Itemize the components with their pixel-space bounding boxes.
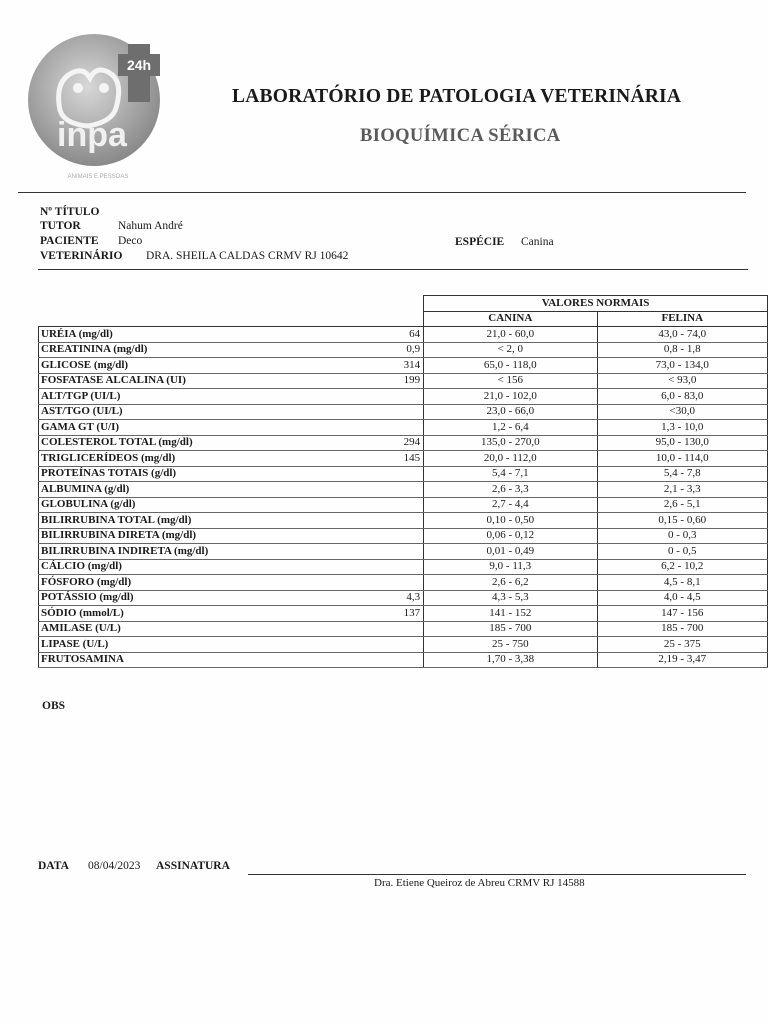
logo-tagline: ANIMAIS E PESSOAS [67, 174, 129, 180]
felina-range: 4,0 - 4,5 [597, 590, 767, 606]
canina-header: CANINA [424, 311, 597, 327]
veterinario-label: VETERINÁRIO [40, 250, 123, 262]
exam-result: 64 [400, 327, 423, 343]
table-row [39, 575, 768, 591]
canina-range: 20,0 - 112,0 [424, 451, 597, 467]
table-row [39, 482, 768, 498]
canina-range: < 156 [424, 373, 597, 389]
canina-range: 1,70 - 3,38 [424, 652, 597, 668]
canina-range: 21,0 - 60,0 [424, 327, 597, 343]
table-row [39, 621, 768, 637]
data-label: DATA [38, 860, 69, 872]
exam-name: LIPASE (U/L) [39, 637, 401, 653]
felina-range: 2,19 - 3,47 [597, 652, 767, 668]
felina-range: 10,0 - 114,0 [597, 451, 767, 467]
table-row [39, 435, 768, 451]
exam-result [400, 637, 423, 653]
felina-header: FELINA [597, 311, 767, 327]
exam-result: 4,3 [400, 590, 423, 606]
exam-name: POTÁSSIO (mg/dl) [39, 590, 401, 606]
lab-logo [20, 22, 180, 182]
table-row [39, 389, 768, 405]
exam-result: 199 [400, 373, 423, 389]
info-divider [38, 269, 748, 270]
canina-range: 2,7 - 4,4 [424, 497, 597, 513]
logo-brand: inpa [57, 116, 127, 154]
canina-range: 65,0 - 118,0 [424, 358, 597, 374]
exam-name: FÓSFORO (mg/dl) [39, 575, 401, 591]
exam-result [400, 513, 423, 529]
signature-line [248, 874, 746, 875]
table-row [39, 373, 768, 389]
exam-result [400, 621, 423, 637]
felina-range: 95,0 - 130,0 [597, 435, 767, 451]
obs-label: OBS [42, 700, 66, 712]
especie-label: ESPÉCIE [455, 236, 505, 248]
table-row [39, 606, 768, 622]
tutor-value: Nahum André [118, 220, 183, 232]
felina-range: 6,0 - 83,0 [597, 389, 767, 405]
table-row [39, 513, 768, 529]
table-row [39, 590, 768, 606]
exam-name: ALT/TGP (UI/L) [39, 389, 401, 405]
table-header-columns [39, 311, 768, 327]
exam-name: AMILASE (U/L) [39, 621, 401, 637]
table-row [39, 466, 768, 482]
exam-name: CREATININA (mg/dl) [39, 342, 401, 358]
exam-result [400, 497, 423, 513]
canina-range: 185 - 700 [424, 621, 597, 637]
exam-name: SÓDIO (mmol/L) [39, 606, 401, 622]
exam-name: COLESTEROL TOTAL (mg/dl) [39, 435, 401, 451]
table-row [39, 404, 768, 420]
exam-name: PROTEÍNAS TOTAIS (g/dl) [39, 466, 401, 482]
assinatura-label: ASSINATURA [156, 860, 230, 872]
canina-range: 5,4 - 7,1 [424, 466, 597, 482]
felina-range: 1,3 - 10,0 [597, 420, 767, 436]
table-row [39, 637, 768, 653]
canina-range: 9,0 - 11,3 [424, 559, 597, 575]
exam-result [400, 652, 423, 668]
felina-range: 0 - 0,3 [597, 528, 767, 544]
exam-result [400, 482, 423, 498]
felina-range: 185 - 700 [597, 621, 767, 637]
exam-name: AST/TGO (UI/L) [39, 404, 401, 420]
table-row [39, 358, 768, 374]
felina-range: 0,15 - 0,60 [597, 513, 767, 529]
exam-title: BIOQUÍMICA SÉRICA [360, 126, 561, 146]
valores-normais-header: VALORES NORMAIS [424, 296, 768, 312]
veterinario-value: DRA. SHEILA CALDAS CRMV RJ 10642 [146, 250, 349, 262]
exam-result [400, 420, 423, 436]
table-row [39, 528, 768, 544]
table-row [39, 327, 768, 343]
exam-name: GAMA GT (U/I) [39, 420, 401, 436]
felina-range: 2,1 - 3,3 [597, 482, 767, 498]
exam-result [400, 404, 423, 420]
table-header-group [39, 296, 768, 312]
tutor-label: TUTOR [40, 220, 81, 232]
canina-range: 0,06 - 0,12 [424, 528, 597, 544]
exam-name: TRIGLICERÍDEOS (mg/dl) [39, 451, 401, 467]
felina-range: 43,0 - 74,0 [597, 327, 767, 343]
exam-name: FRUTOSAMINA [39, 652, 401, 668]
canina-range: 2,6 - 6,2 [424, 575, 597, 591]
exam-result: 314 [400, 358, 423, 374]
exam-name: BILIRRUBINA DIRETA (mg/dl) [39, 528, 401, 544]
exam-name: GLICOSE (mg/dl) [39, 358, 401, 374]
logo-graphic [20, 22, 180, 182]
felina-range: < 93,0 [597, 373, 767, 389]
felina-range: 147 - 156 [597, 606, 767, 622]
table-row [39, 497, 768, 513]
table-row [39, 451, 768, 467]
exam-name: GLOBULINA (g/dl) [39, 497, 401, 513]
canina-range: 23,0 - 66,0 [424, 404, 597, 420]
canina-range: 141 - 152 [424, 606, 597, 622]
felina-range: 0 - 0,5 [597, 544, 767, 560]
canina-range: 25 - 750 [424, 637, 597, 653]
exam-name: CÁLCIO (mg/dl) [39, 559, 401, 575]
felina-range: 25 - 375 [597, 637, 767, 653]
felina-range: 6,2 - 10,2 [597, 559, 767, 575]
felina-range: <30,0 [597, 404, 767, 420]
table-row [39, 342, 768, 358]
canina-range: 2,6 - 3,3 [424, 482, 597, 498]
table-row [39, 652, 768, 668]
exam-name: URÉIA (mg/dl) [39, 327, 401, 343]
exam-result: 145 [400, 451, 423, 467]
felina-range: 0,8 - 1,8 [597, 342, 767, 358]
felina-range: 73,0 - 134,0 [597, 358, 767, 374]
canina-range: 1,2 - 6,4 [424, 420, 597, 436]
canina-range: 21,0 - 102,0 [424, 389, 597, 405]
exam-result [400, 559, 423, 575]
felina-range: 4,5 - 8,1 [597, 575, 767, 591]
exam-table [38, 295, 768, 668]
exam-name: BILIRRUBINA INDIRETA (mg/dl) [39, 544, 401, 560]
exam-result [400, 528, 423, 544]
paciente-value: Deco [118, 235, 143, 247]
canina-range: 0,10 - 0,50 [424, 513, 597, 529]
lab-title: LABORATÓRIO DE PATOLOGIA VETERINÁRIA [232, 86, 682, 107]
felina-range: 5,4 - 7,8 [597, 466, 767, 482]
canina-range: 4,3 - 5,3 [424, 590, 597, 606]
titulo-label: Nº TÍTULO [40, 206, 100, 218]
logo-badge: 24h [126, 57, 152, 73]
table-row [39, 559, 768, 575]
data-value: 08/04/2023 [88, 860, 141, 872]
exam-result: 294 [400, 435, 423, 451]
exam-name: ALBUMINA (g/dl) [39, 482, 401, 498]
table-row [39, 544, 768, 560]
exam-result [400, 544, 423, 560]
canina-range: < 2, 0 [424, 342, 597, 358]
especie-value: Canina [521, 236, 554, 248]
exam-result [400, 389, 423, 405]
exam-result [400, 466, 423, 482]
paciente-label: PACIENTE [40, 235, 99, 247]
exam-result: 0,9 [400, 342, 423, 358]
table-row [39, 420, 768, 436]
exam-result [400, 575, 423, 591]
canina-range: 0,01 - 0,49 [424, 544, 597, 560]
header-divider [18, 192, 746, 193]
felina-range: 2,6 - 5,1 [597, 497, 767, 513]
exam-name: FOSFATASE ALCALINA (UI) [39, 373, 401, 389]
exam-name: BILIRRUBINA TOTAL (mg/dl) [39, 513, 401, 529]
canina-range: 135,0 - 270,0 [424, 435, 597, 451]
exam-result: 137 [400, 606, 423, 622]
signer-name: Dra. Etiene Queiroz de Abreu CRMV RJ 14588 [374, 877, 585, 889]
